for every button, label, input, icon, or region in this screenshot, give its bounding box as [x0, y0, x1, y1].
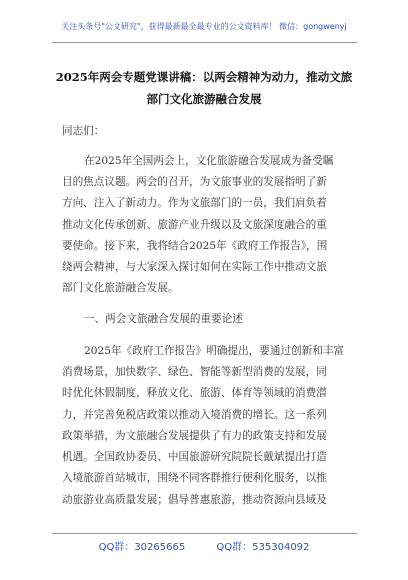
- footer-divider: [52, 533, 357, 534]
- paragraph-1-line: 绕两会精神，与大家深入探讨如何在实际工作中推动文旅: [62, 261, 327, 273]
- title-line-2: 部门文化旅游融合发展: [146, 92, 262, 106]
- paragraph-2-line: 时优化休假制度，释放文化、旅游、体育等领域的消费潜: [62, 387, 327, 399]
- paragraph-1-line: 部门文化旅游融合发展。: [62, 282, 179, 294]
- header-divider: [52, 42, 357, 43]
- document-title: [30, 66, 378, 110]
- paragraph-1-line: 方向、注入了新动力。作为文旅部门的一员，我们肩负着: [62, 197, 327, 209]
- paragraph-2-line: 消费场景，加快数字、绿色、智能等新型消费的发展，同: [62, 366, 327, 378]
- footer-qq-group-1: QQ群：30265665: [98, 542, 186, 553]
- title-line-1: 2025年两会专题党课讲稿：以两会精神为动力，推动文旅: [55, 70, 353, 84]
- paragraph-2-line: 入境旅游首站城市，围绕不同客群推行便利化服务，以推: [62, 472, 327, 484]
- header-note: 关注头条号"公文研究"，获得最新最全最专业的公文资料库！ 微信：gongwenyj: [61, 22, 347, 31]
- paragraph-2-line: 政策举措，为文旅融合发展提供了有力的政策支持和发展: [62, 430, 327, 442]
- paragraph-1-line: 要使命。接下来，我将结合2025年《政府工作报告》，围: [62, 240, 328, 252]
- footer: [0, 538, 408, 553]
- paragraph-2-line: 动旅游业高质量发展；倡导普惠旅游，推动资源向县域及: [62, 494, 327, 506]
- paragraph-2-line: 机遇。全国政协委员、中国旅游研究院院长戴斌提出打造: [62, 451, 327, 463]
- paragraph-2-line: 2025年《政府工作报告》明确提出，要通过创新和丰富: [84, 345, 345, 357]
- footer-qq-group-2: QQ群：535304092: [216, 542, 310, 553]
- paragraph-1-line: 在2025年全国两会上，文化旅游融合发展成为备受瞩: [84, 155, 334, 167]
- paragraph-1-line: 目的焦点议题。两会的召开，为文旅事业的发展指明了新: [62, 176, 327, 188]
- salutation: 同志们：: [62, 125, 105, 137]
- paragraph-1-line: 推动文化传承创新、旅游产业升级以及文旅深度融合的重: [62, 219, 327, 231]
- paragraph-2-line: 力，并完善免税店政策以推动入境消费的增长。这一系列: [62, 409, 327, 421]
- section-heading-1: 一、两会文旅融合发展的重要论述: [84, 313, 243, 325]
